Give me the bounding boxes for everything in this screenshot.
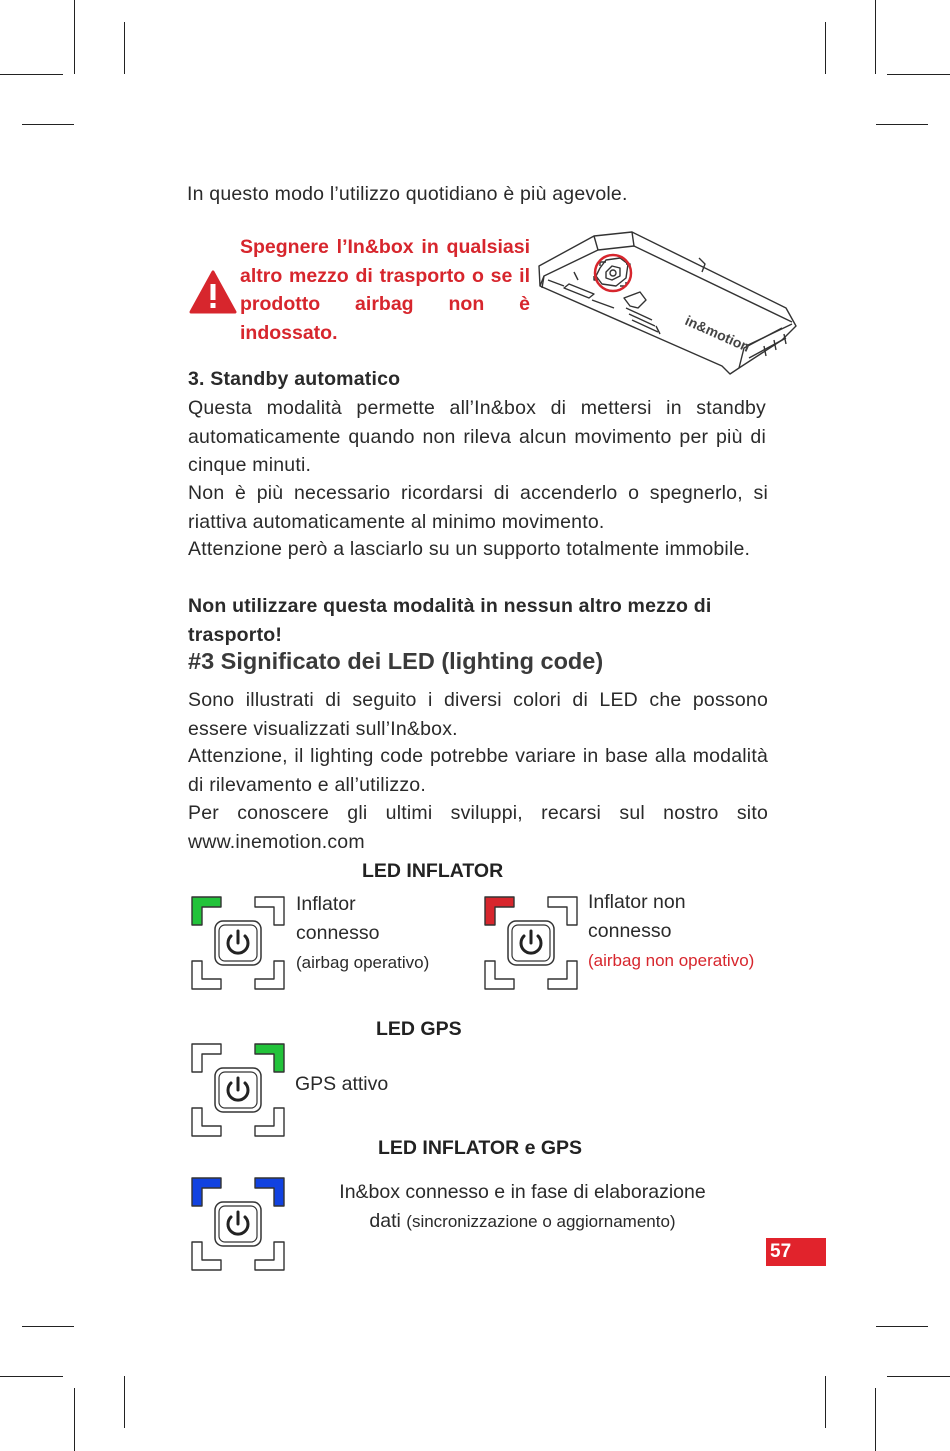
- standby-paragraph: Attenzione però a lasciarlo su un supporto totalmente immobile.: [188, 538, 751, 560]
- caption-note: (sincronizzazione o aggiornamento): [406, 1212, 676, 1231]
- crop-mark: [124, 22, 125, 74]
- crop-mark: [124, 1376, 125, 1428]
- led-inflator-heading: LED INFLATOR: [362, 860, 504, 882]
- intro-line: In questo modo l’utilizzo quotidiano è più agevole.: [187, 183, 628, 205]
- led-both-heading: LED INFLATOR e GPS: [378, 1137, 583, 1159]
- page-number: 57: [766, 1238, 826, 1266]
- caption-line: Inflator non: [588, 891, 686, 913]
- crop-mark: [876, 124, 928, 125]
- caption-note: (airbag non operativo): [588, 951, 755, 970]
- led-paragraph: Attenzione, il lighting code potrebbe variare in base alla modalità di rilevamento e all’utilizzo.: [188, 745, 768, 796]
- crop-mark: [875, 1388, 876, 1451]
- led-icon-inflator-connected: [188, 893, 288, 993]
- led-caption: [588, 888, 754, 975]
- crop-mark: [887, 74, 950, 75]
- led-icon-inflator-not-connected: [481, 893, 581, 993]
- crop-mark: [74, 1388, 75, 1451]
- crop-mark: [887, 1376, 950, 1377]
- led-paragraph: Sono illustrati di seguito i diversi colori di LED che possono essere visualizzati sull’In&box.: [188, 689, 768, 740]
- led-gps-heading: LED GPS: [376, 1018, 462, 1040]
- caption-text: dati: [369, 1210, 401, 1232]
- caption-line: In&box connesso e in fase di elaborazione: [339, 1181, 706, 1203]
- led-caption: [300, 1178, 745, 1236]
- caption-line-2: [300, 1207, 745, 1236]
- crop-mark: [22, 1326, 74, 1327]
- caption-line: connesso: [296, 922, 380, 944]
- standby-heading: 3. Standby automatico: [188, 368, 401, 390]
- warning-triangle-icon: [189, 270, 237, 314]
- crop-mark: [0, 74, 63, 75]
- crop-mark: [0, 1376, 63, 1377]
- led-icon-processing: [188, 1174, 288, 1274]
- warning-text: Spegnere l’In&box in qualsiasi altro mezzo di trasporto o se il prodotto airbag non è indossato.: [240, 236, 530, 344]
- svg-text:in&motion: in&motion: [682, 312, 753, 355]
- crop-mark: [876, 1326, 928, 1327]
- section-title: #3 Significato dei LED (lighting code): [188, 648, 604, 674]
- inbox-device-illustration: [534, 228, 800, 378]
- standby-paragraph: Questa modalità permette all’In&box di mettersi in standby automaticamente quando non rileva alcun movimento per più di cinque minuti.: [188, 397, 766, 476]
- crop-mark: [875, 0, 876, 74]
- crop-mark: [74, 0, 75, 74]
- standby-paragraph: Non è più necessario ricordarsi di accenderlo o spegnerlo, si riattiva automaticamente al minimo movimento.: [188, 482, 768, 533]
- caption-line: Inflator: [296, 893, 356, 915]
- led-caption: GPS attivo: [295, 1073, 389, 1095]
- caption-line: connesso: [588, 920, 672, 942]
- led-caption: [296, 890, 429, 977]
- led-paragraph: Per conoscere gli ultimi sviluppi, recarsi sul nostro sito www.inemotion.com: [188, 802, 768, 853]
- crop-mark: [825, 22, 826, 74]
- led-icon-gps-active: [188, 1040, 288, 1140]
- crop-mark: [825, 1376, 826, 1428]
- standby-warning: Non utilizzare questa modalità in nessun altro mezzo di trasporto!: [188, 595, 712, 646]
- crop-mark: [22, 124, 74, 125]
- caption-note: (airbag operativo): [296, 953, 430, 972]
